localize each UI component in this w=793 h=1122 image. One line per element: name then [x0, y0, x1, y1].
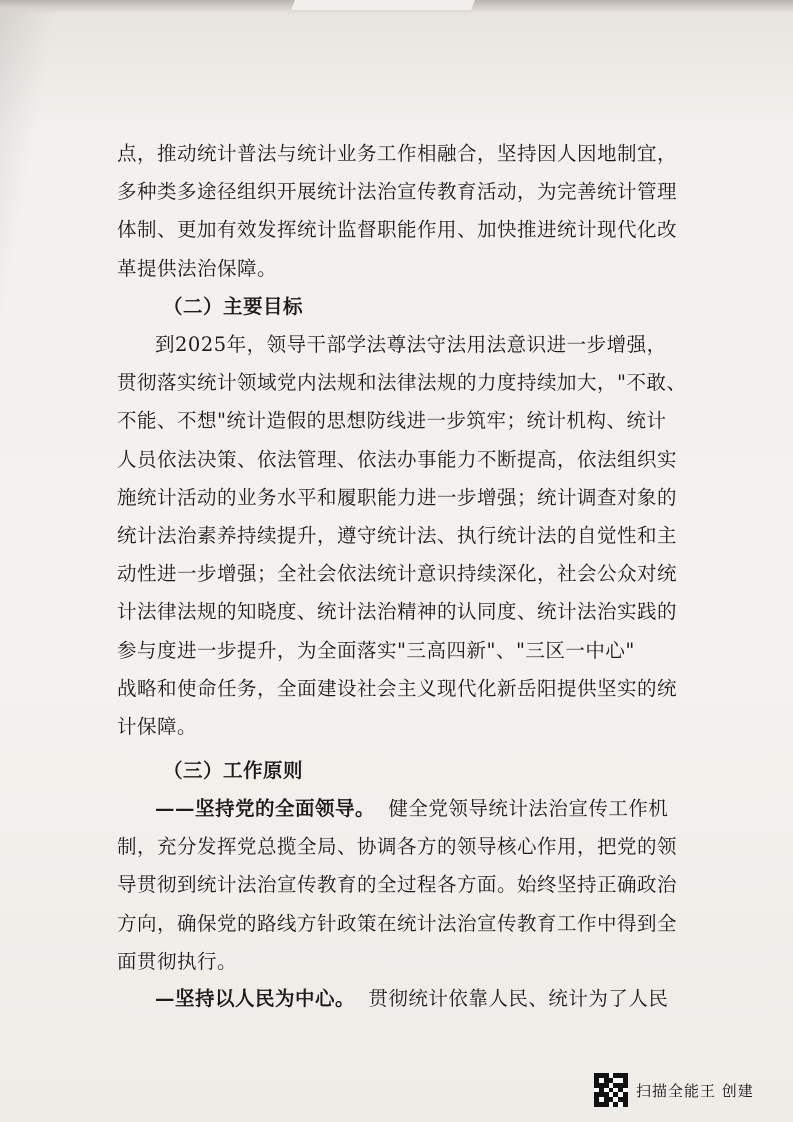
heading-main-goals-block — [117, 288, 677, 326]
principle1-paragraph — [117, 790, 677, 981]
principle1-lead: ——坚持党的全面领导。 — [155, 797, 376, 820]
text-line: 不能、不想"统计造假的思想防线进一步筑牢；统计机构、统计 — [117, 409, 667, 433]
page-top-edge-shadow — [0, 0, 793, 14]
section1-paragraph — [117, 135, 677, 288]
text-line — [117, 980, 677, 1018]
principle2-paragraph — [117, 980, 677, 1018]
text-line: 体制、更加有效发挥统计监督职能作用、加快推进统计现代化改 — [117, 218, 678, 242]
text-line: 施统计活动的业务水平和履职能力进一步增强；统计调查对象的 — [117, 485, 678, 509]
text-line: 多种类多途径组织开展统计法治宣传教育活动，为完善统计管理 — [117, 180, 678, 204]
text-line: 人员依法决策、依法管理、依法办事能力不断提高，依法组织实 — [117, 447, 678, 471]
scanner-label: 扫描全能王 创建 — [636, 1081, 754, 1100]
text-line: 参与度进一步提升，为全面落实"三高四新"、"三区一中心" — [117, 638, 635, 662]
principle2-lead: —坚持以人民为中心。 — [155, 987, 356, 1010]
principle2-text: 贯彻统计依靠人民、统计为了人民 — [368, 987, 669, 1010]
text-line: 点，推动统计普法与统计业务工作相融合，坚持因人因地制宜， — [117, 142, 678, 165]
text-line: 面贯彻执行。 — [117, 949, 238, 973]
text-line: 计保障。 — [117, 714, 198, 738]
text-line: 导贯彻到统计法治宣传教育的全过程各方面。始终坚持正确政治 — [117, 873, 678, 897]
heading-work-principles-block — [117, 752, 677, 790]
text-line: 到2025年，领导干部学法尊法守法用法意识进一步增强， — [155, 333, 667, 356]
text-line: 方向，确保党的路线方针政策在统计法治宣传教育工作中得到全 — [117, 911, 678, 935]
text-line: 制，充分发挥党总揽全局、协调各方的领导核心作用，把党的领 — [117, 835, 678, 859]
text-line: 动性进一步增强；全社会依法统计意识持续深化，社会公众对统 — [117, 562, 678, 586]
principle1-text: 健全党领导统计法治宣传工作机 — [388, 797, 669, 820]
heading-work-principles: （三）工作原则 — [163, 759, 304, 782]
text-line: 统计法治素养持续提升，遵守统计法、执行统计法的自觉性和主 — [117, 523, 678, 547]
text-line: 战略和使命任务，全面建设社会主义现代化新岳阳提供坚实的统 — [117, 676, 678, 700]
heading-main-goals: （二）主要目标 — [163, 295, 304, 318]
scanner-watermark — [594, 1073, 754, 1107]
text-line: 革提供法治保障。 — [117, 256, 278, 280]
text-line — [117, 790, 677, 828]
text-line: 计法律法规的知晓度、统计法治精神的认同度、统计法治实践的 — [117, 600, 678, 624]
qr-code-icon — [594, 1073, 628, 1107]
section2-paragraph — [117, 326, 687, 746]
text-line: 贯彻落实统计领域党内法规和法律法规的力度持续加大，"不敢、 — [117, 371, 687, 395]
